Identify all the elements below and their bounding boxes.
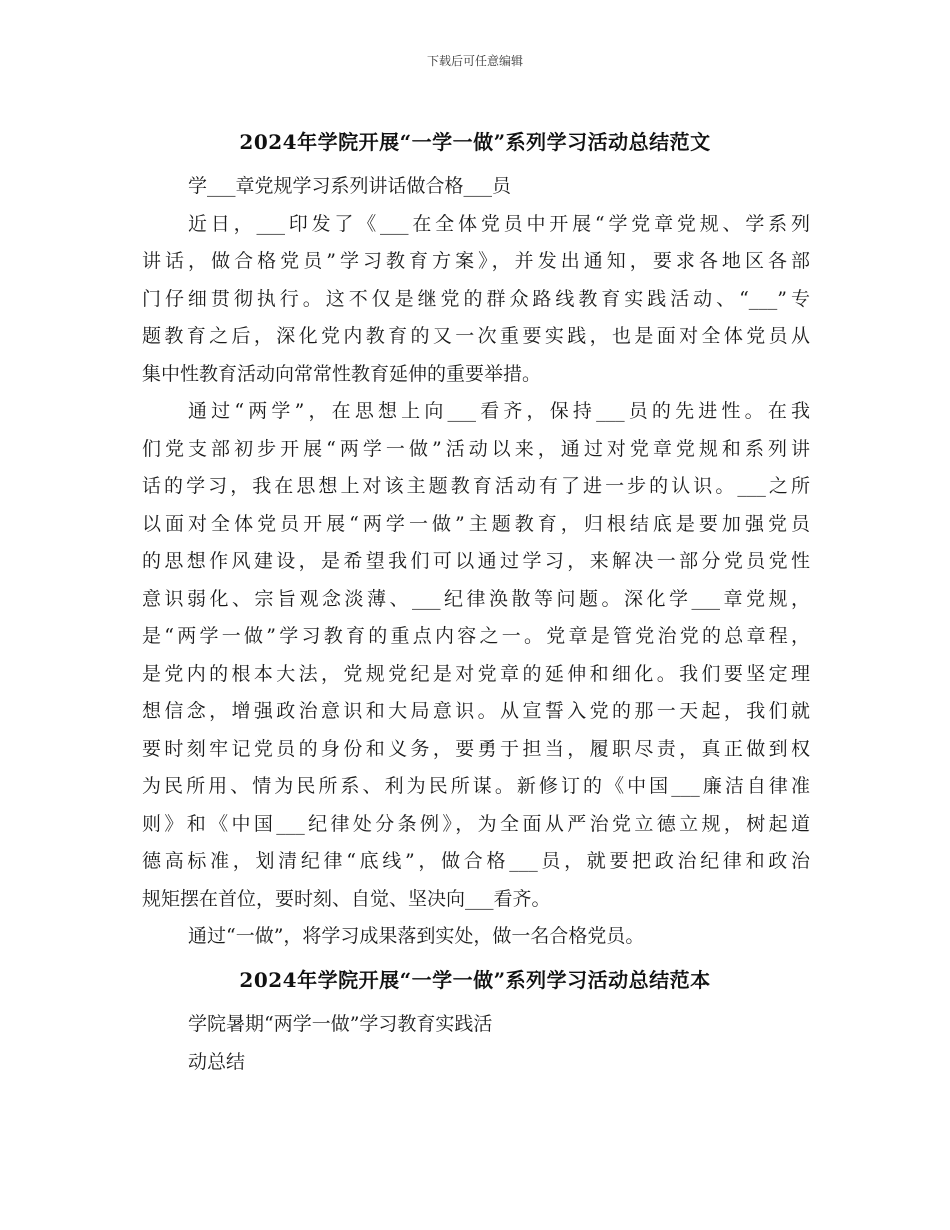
paragraph-line: 的思想作风建设，是希望我们可以通过学习，来解决一部分党员党性 <box>142 550 810 572</box>
page-header-note: 下载后可任意编辑 <box>426 54 523 68</box>
paragraph-line: 题教育之后，深化党内教育的又一次重要实践，也是面对全体党员从 <box>142 325 810 347</box>
subtitle-line: 动总结 <box>188 1050 246 1073</box>
subtitle-line: 学院暑期“两学一做”学习教育实践活 <box>188 1013 493 1035</box>
paragraph-line: 要时刻牢记党员的身份和义务，要勇于担当，履职尽责，真正做到权 <box>142 737 810 760</box>
paragraph-line: 们党支部初步开展“两学一做”活动以来，通过对党章党规和系列讲 <box>142 437 810 460</box>
paragraph-line: 集中性教育活动向常常性教育延伸的重要举措。 <box>142 362 542 385</box>
document-title: 2024年学院开展“一学一做”系列学习活动总结范文 <box>239 130 711 154</box>
paragraph-line: 为民所用、情为民所系、利为民所谋。新修订的《中国___廉洁自律准 <box>142 775 810 797</box>
paragraph-line: 想信念，增强政治意识和大局意识。从宣誓入党的那一天起，我们就 <box>142 700 810 722</box>
document-title-2: 2024年学院开展“一学一做”系列学习活动总结范本 <box>239 968 711 992</box>
paragraph-line: 通过“两学”，在思想上向___看齐，保持___员的先进性。在我 <box>188 400 810 422</box>
paragraph-line: 是党内的根本大法，党规党纪是对党章的延伸和细化。我们要坚定理 <box>142 662 810 685</box>
paragraph-line: 规矩摆在首位，要时刻、自觉、坚决向___看齐。 <box>142 887 551 910</box>
paragraph-line: 德高标准，划清纪律“底线”，做合格___员，就要把政治纪律和政治 <box>142 850 810 872</box>
paragraph-line: 以面对全体党员开展“两学一做”主题教育，归根结底是要加强党员 <box>142 512 810 535</box>
paragraph-line: 通过“一做”，将学习成果落到实处，做一名合格党员。 <box>188 925 645 947</box>
paragraph-line: 门仔细贯彻执行。这不仅是继党的群众路线教育实践活动、“___”专 <box>142 287 810 310</box>
paragraph-line: 则》和《中国___纪律处分条例》，为全面从严治党立德立规，树起道 <box>142 812 810 835</box>
paragraph-line: 讲话，做合格党员”学习教育方案》，并发出通知，要求各地区各部 <box>142 250 810 272</box>
paragraph-line: 近日，___印发了《___在全体党员中开展“学党章党规、学系列 <box>188 212 810 235</box>
document-body <box>142 168 810 956</box>
document-body-2 <box>142 1006 810 1081</box>
paragraph-line: 是“两学一做”学习教育的重点内容之一。党章是管党治党的总章程， <box>142 625 810 647</box>
paragraph-line: 话的学习，我在思想上对该主题教育活动有了进一步的认识。___之所 <box>142 475 810 497</box>
paragraph-line: 意识弱化、宗旨观念淡薄、___纪律涣散等问题。深化学___章党规， <box>142 587 810 610</box>
subtitle-line: 学___章党规学习系列讲话做合格___员 <box>188 175 512 197</box>
